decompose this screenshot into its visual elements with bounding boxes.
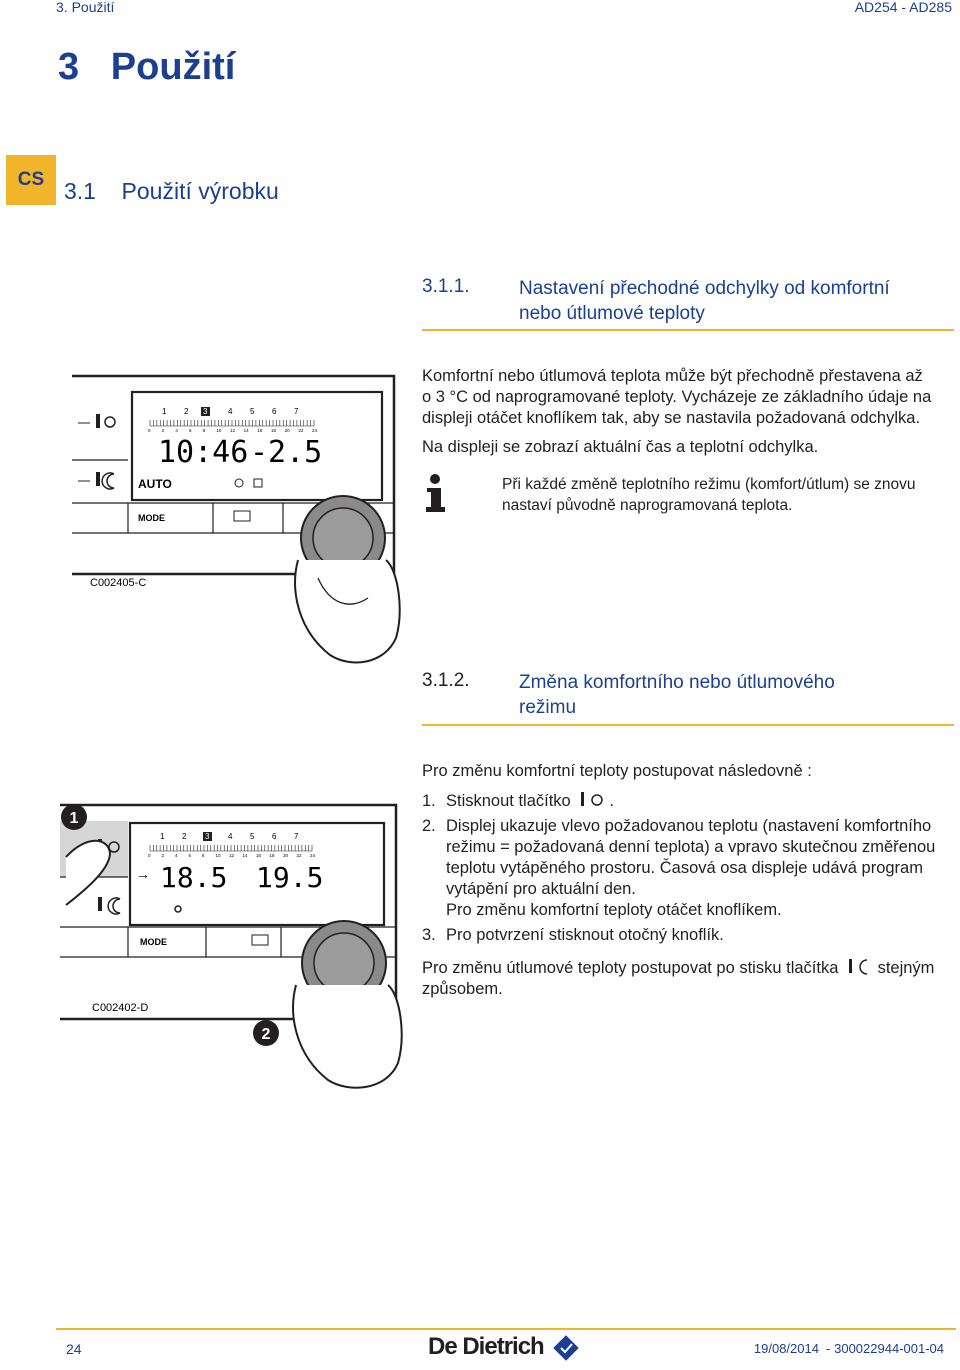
timeline-hour-label: 6 — [188, 853, 192, 858]
procedure-steps — [422, 791, 958, 950]
timeline-hour-label: 22 — [296, 853, 302, 858]
timeline-hour-label: 16 — [256, 853, 262, 858]
running-header-right: AD254 - AD285 — [854, 0, 952, 15]
day-label: 5 — [250, 407, 255, 416]
procedure-outro — [422, 958, 958, 1000]
timeline-hour-label: 18 — [271, 428, 277, 433]
step-text: Pro potvrzení stisknout otočný knoflík. — [446, 926, 724, 944]
timeline-hour-label: 0 — [148, 428, 151, 433]
timeline-hour-label: 20 — [283, 853, 289, 858]
text-line: režimu = požadovaná denní teplota) a vpravo skutečnou změřenou — [446, 838, 936, 856]
reduced-button-icons — [98, 897, 120, 914]
mode-button-label: MODE — [140, 937, 167, 947]
heading-rule — [422, 329, 954, 331]
text-segment: stejným — [877, 959, 935, 977]
day-label: 1 — [162, 407, 167, 416]
step-number: 1. — [422, 792, 436, 810]
timeline-hour-label: 2 — [161, 428, 165, 433]
comfort-button-icons — [78, 414, 115, 428]
figure-controller-offset — [68, 370, 412, 670]
lcd-offset: -2.5 — [250, 435, 323, 470]
info-note — [502, 474, 916, 516]
text-line: Při každé změně teplotního režimu (komfort/útlum) se znovu — [502, 476, 916, 493]
subsection-number: 3.1.1. — [422, 276, 470, 297]
subsection-title-line: Nastavení přechodné odchylky od komfortní — [519, 278, 890, 299]
timeline-hour-label: 2 — [161, 853, 165, 858]
day-label: 6 — [272, 832, 277, 841]
subsection-title-line: režimu — [519, 697, 577, 718]
text-line: teplotu vytápěného prostoru. Časová osa displeje udává program — [446, 859, 923, 877]
timeline-hour-label: 14 — [242, 853, 248, 858]
figure-code: C002402-D — [92, 1002, 149, 1014]
reduced-button-icons — [78, 472, 114, 489]
day-label: 7 — [294, 407, 299, 416]
heading-rule — [422, 724, 954, 726]
timeline-hour-label: 16 — [257, 428, 263, 433]
lcd-measured: 19.5 — [256, 861, 324, 894]
section-title: 3.1 Použití výrobku — [64, 178, 279, 204]
text-line: nastaví původně naprogramovaná teplota. — [502, 497, 793, 514]
timeline-hour-label: 4 — [175, 428, 178, 433]
callout-2-label: 2 — [261, 1026, 271, 1043]
text-line: vytápění pro aktuální den. — [446, 880, 636, 898]
reduced-button-icon — [843, 958, 873, 976]
day-label: 4 — [228, 832, 233, 841]
dhw-tap-icon — [252, 935, 268, 945]
text-line: displeji otáčet knoflíkem tak, aby se nastavila požadovaná odchylka. — [422, 409, 921, 427]
timeline-hour-label: 10 — [215, 853, 221, 858]
text-line: Displej ukazuje vlevo požadovanou teplotu (nastavení komfortního — [446, 817, 932, 835]
timeline-hour-label: 12 — [230, 428, 236, 433]
subsection-title-line: nebo útlumové teploty — [519, 303, 705, 324]
lcd-mode-text: AUTO — [138, 477, 172, 491]
brand-logo: De Dietrich — [428, 1333, 544, 1360]
language-tab: CS — [6, 155, 56, 205]
text-line: o 3 °C od naprogramované teploty. Vycházeje ze základního údaje na — [422, 388, 932, 406]
day-label: 1 — [160, 832, 165, 841]
footer-rule — [56, 1328, 956, 1330]
subsection-title-line: Změna komfortního nebo útlumového — [519, 672, 835, 693]
info-icon — [423, 474, 447, 514]
timeline-hour-label: 6 — [189, 428, 192, 433]
timeline-hour-label: 8 — [202, 428, 206, 433]
timeline-hour-label: 22 — [298, 428, 304, 433]
comfort-button-icon — [575, 791, 609, 809]
timeline-hour-label: 12 — [229, 853, 235, 858]
day-label-active: 3 — [203, 407, 208, 416]
text-segment: Pro změnu útlumové teploty postupovat po stisku tlačítka — [422, 959, 839, 977]
step-number: 2. — [422, 817, 436, 835]
timeline-hour-label: 8 — [202, 853, 205, 858]
lcd-setpoint: 18.5 — [160, 861, 228, 894]
timeline-hour-label: 10 — [216, 428, 222, 433]
timeline-hour-label: 18 — [269, 853, 275, 858]
subsection-title — [519, 276, 890, 326]
page-number: 24 — [66, 1341, 82, 1357]
day-label: 5 — [250, 832, 255, 841]
step-item — [422, 816, 958, 921]
running-header-left: 3. Použití — [56, 0, 115, 15]
timeline-hour-label: 24 — [312, 428, 318, 433]
day-label: 2 — [182, 832, 187, 841]
text-line: Pro změnu komfortní teploty otáčet knoflíkem. — [446, 901, 782, 919]
step-item: 1. Stisknout tlačítko . — [422, 792, 614, 810]
step-number: 3. — [422, 926, 436, 944]
text-line: způsobem. — [422, 980, 503, 998]
procedure-intro: Pro změnu komfortní teploty postupovat následovně : — [422, 762, 812, 780]
timeline-hour-label: 24 — [310, 853, 316, 858]
figure-code: C002405-C — [90, 577, 147, 589]
hand-illustration — [295, 560, 400, 662]
callout-1-label: 1 — [69, 810, 79, 827]
paragraph-offset — [422, 366, 958, 429]
paragraph-display: Na displeji se zobrazí aktuální čas a teplotní odchylka. — [422, 438, 819, 456]
arrow-icon: → — [136, 866, 150, 882]
lcd-time: 10:46 — [158, 435, 249, 470]
step-text: Stisknout tlačítko — [446, 792, 571, 810]
chapter-title: 3 Použití — [58, 46, 236, 88]
timeline-hour-label: 0 — [148, 853, 151, 858]
timeline-hour-label: 20 — [284, 428, 290, 433]
subsection-number: 3.1.2. — [422, 670, 470, 691]
document-reference: 19/08/2014 - 300022944-001-04 — [753, 1341, 944, 1356]
hand-illustration — [293, 985, 402, 1088]
timeline-hour-label: 4 — [175, 853, 178, 858]
day-label: 2 — [184, 407, 189, 416]
day-label: 7 — [294, 832, 299, 841]
text-line: Komfortní nebo útlumová teplota může být přechodně přestavena až — [422, 367, 923, 385]
dhw-tap-icon — [234, 511, 250, 521]
timeline-hour-label: 14 — [243, 428, 249, 433]
step-item — [422, 925, 958, 946]
brand-diamond-icon — [552, 1334, 580, 1362]
day-label-active: 3 — [205, 832, 210, 841]
figure-controller-comfort — [56, 795, 416, 1095]
day-label: 6 — [272, 407, 277, 416]
day-label: 4 — [228, 407, 233, 416]
subsection-title — [519, 670, 835, 720]
mode-button-label: MODE — [138, 513, 165, 523]
